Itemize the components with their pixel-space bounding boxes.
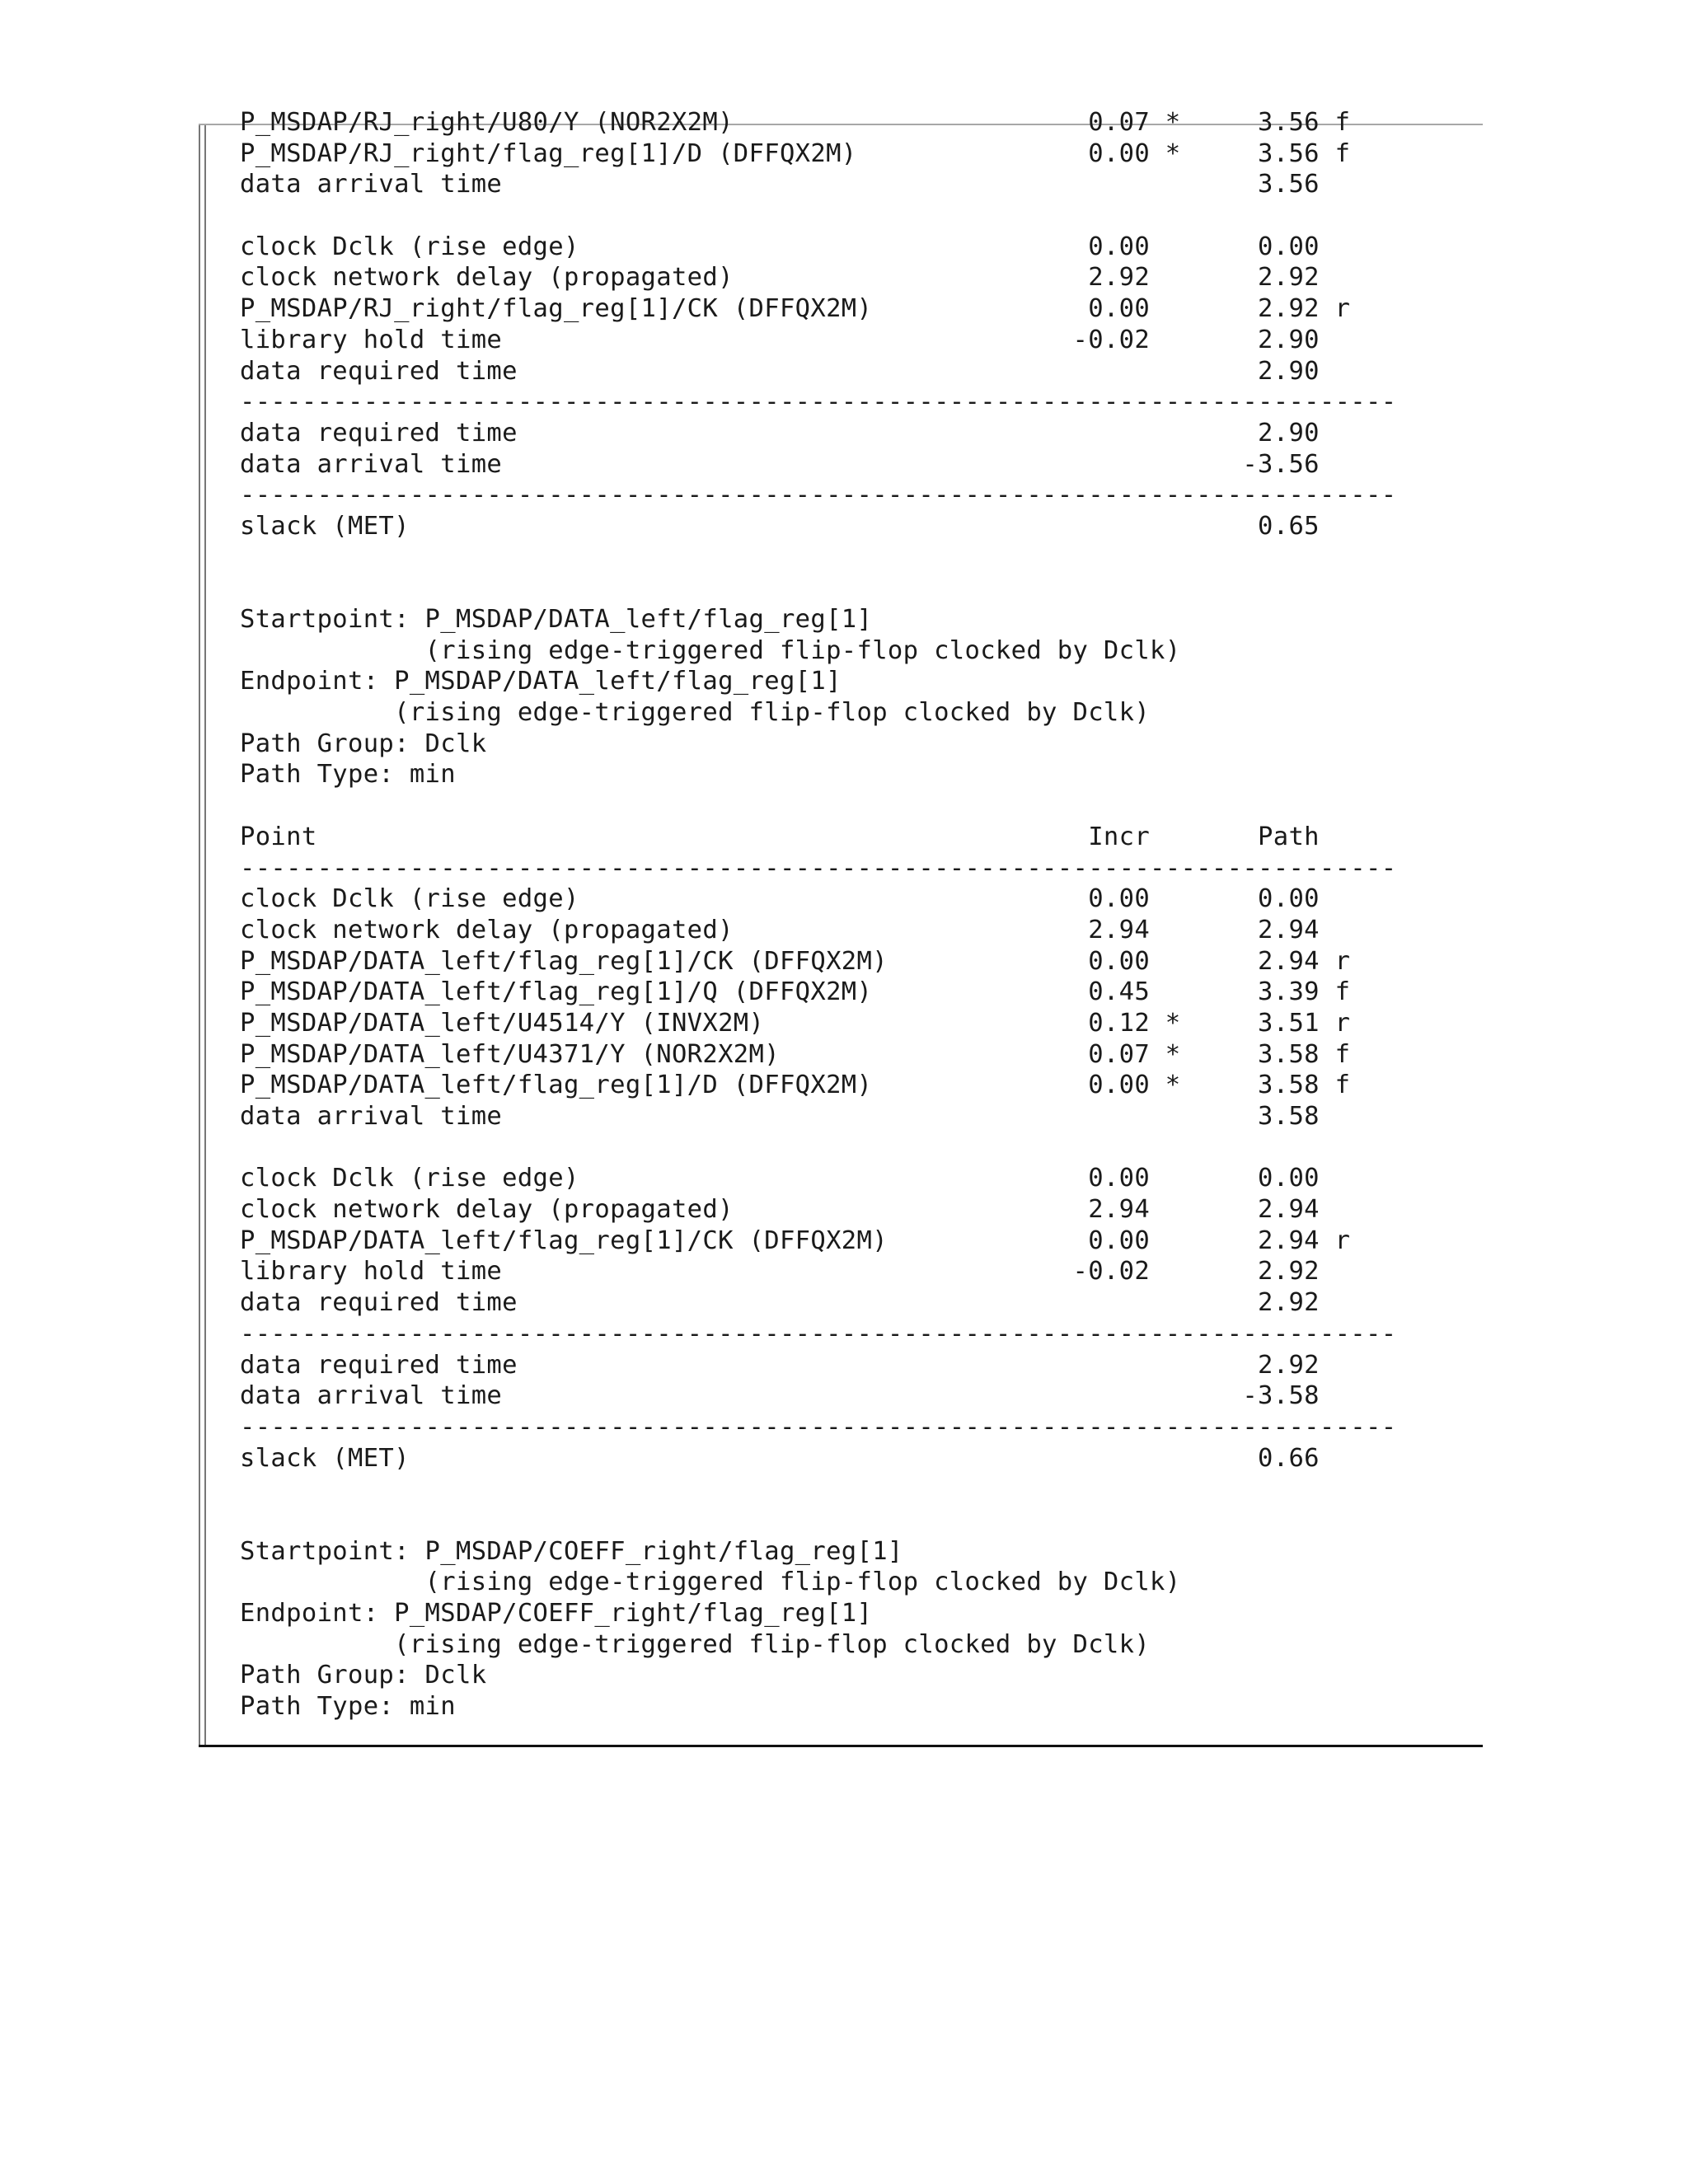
report-line: P_MSDAP/DATA_left/flag_reg[1]/D (DFFQX2M) 0.00 * 3.58 f [240,1071,1351,1100]
report-line: P_MSDAP/RJ_right/flag_reg[1]/CK (DFFQX2M) 0.00 2.92 r [240,294,1351,324]
report-line: data required time 2.92 [240,1350,1320,1380]
report-line: data required time 2.90 [240,418,1320,448]
report-line: P_MSDAP/DATA_left/flag_reg[1]/Q (DFFQX2M) 0.45 3.39 f [240,977,1351,1007]
blank-line [240,1474,1396,1505]
separator-line: --------------------------------------------------------------------------- [240,1412,1397,1441]
report-line: Endpoint: P_MSDAP/COEFF_right/flag_reg[1] [240,1599,873,1628]
blank-line [240,1132,1396,1164]
report-line: clock network delay (propagated) 2.92 2.92 [240,263,1320,293]
timing-report-text [240,107,1396,1722]
report-line: data required time 2.90 [240,356,1320,386]
report-line: P_MSDAP/DATA_left/flag_reg[1]/CK (DFFQX2M) 0.00 2.94 r [240,946,1351,976]
report-line: slack (MET) 0.66 [240,1443,1320,1473]
report-line: (rising edge-triggered flip-flop clocked by Dclk) [240,1629,1151,1659]
report-line: Path Type: min [240,1692,456,1722]
report-line: (rising edge-triggered flip-flop clocked by Dclk) [240,635,1181,665]
report-line: clock network delay (propagated) 2.94 2.94 [240,915,1320,944]
report-line: library hold time -0.02 2.92 [240,1257,1320,1286]
report-line: Endpoint: P_MSDAP/DATA_left/flag_reg[1] [240,667,842,696]
report-line: P_MSDAP/DATA_left/U4514/Y (INVX2M) 0.12 * 3.51 r [240,1008,1351,1038]
report-line: Path Group: Dclk [240,729,487,758]
separator-line: --------------------------------------------------------------------------- [240,480,1397,510]
blank-line [240,1505,1396,1536]
report-line: Startpoint: P_MSDAP/DATA_left/flag_reg[1] [240,605,873,634]
report-line: clock Dclk (rise edge) 0.00 0.00 [240,1164,1320,1193]
report-line: P_MSDAP/RJ_right/flag_reg[1]/D (DFFQX2M) 0.00 * 3.56 f [240,138,1351,168]
report-line: slack (MET) 0.65 [240,511,1320,541]
report-line: Path Group: Dclk [240,1661,487,1690]
report-line: data required time 2.92 [240,1288,1320,1318]
report-line: clock Dclk (rise edge) 0.00 0.00 [240,884,1320,914]
report-line: data arrival time 3.56 [240,170,1320,199]
blank-line [240,542,1396,574]
report-line: P_MSDAP/DATA_left/U4371/Y (NOR2X2M) 0.07 * 3.58 f [240,1039,1351,1069]
report-viewer-frame [199,108,1483,1747]
report-line: Startpoint: P_MSDAP/COEFF_right/flag_reg[1] [240,1536,903,1566]
report-line: Point Incr Path [240,822,1320,851]
separator-line: --------------------------------------------------------------------------- [240,853,1397,883]
report-line: data arrival time -3.58 [240,1381,1320,1411]
separator-line: --------------------------------------------------------------------------- [240,1319,1397,1348]
report-line: clock network delay (propagated) 2.94 2.94 [240,1195,1320,1225]
report-line: Path Type: min [240,760,456,790]
report-line: P_MSDAP/DATA_left/flag_reg[1]/CK (DFFQX2M) 0.00 2.94 r [240,1226,1351,1255]
report-line: P_MSDAP/RJ_right/U80/Y (NOR2X2M) 0.07 * 3.56 f [240,108,1351,137]
report-line: (rising edge-triggered flip-flop clocked by Dclk) [240,1568,1181,1597]
report-line: library hold time -0.02 2.90 [240,325,1320,354]
blank-line [240,573,1396,604]
blank-line [240,790,1396,822]
report-line: data arrival time 3.58 [240,1102,1320,1131]
report-line: (rising edge-triggered flip-flop clocked by Dclk) [240,698,1151,728]
blank-line [240,200,1396,232]
separator-line: --------------------------------------------------------------------------- [240,387,1397,417]
report-line: data arrival time -3.56 [240,449,1320,479]
report-line: clock Dclk (rise edge) 0.00 0.00 [240,232,1320,261]
